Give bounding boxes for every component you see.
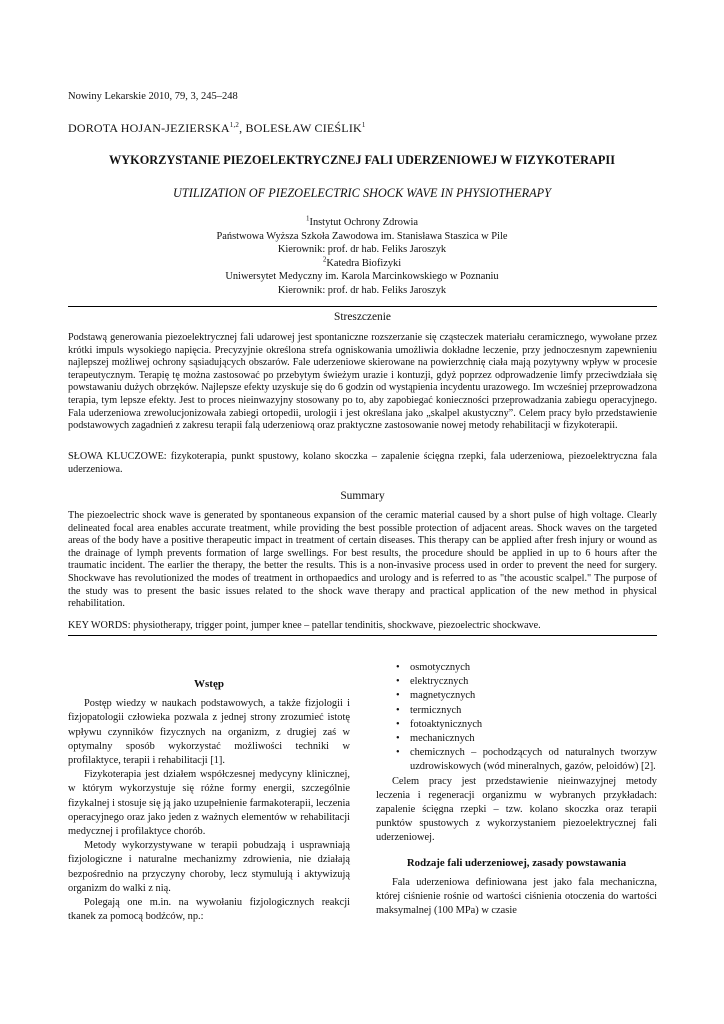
affiliation-line xyxy=(40,243,684,257)
streszczenie-keywords: SŁOWA KLUCZOWE: fizykoterapia, punkt spustowy, kolano skoczka – zapalenie ścięgna rzepki, fala uderzeniowa, piezoelektryczna fala uderzeniowa. xyxy=(68,451,657,475)
author-affiliation-mark: 1 xyxy=(361,121,366,129)
stimulus-list xyxy=(376,661,657,775)
author-separator: , xyxy=(239,121,246,135)
affiliation-text: Uniwersytet Medyczny im. Karola Marcinkowskiego w Poznaniu xyxy=(225,271,499,283)
author-name: DOROTA HOJAN-JEZIERSKA xyxy=(68,121,230,135)
affiliation-text: Kierownik: prof. dr hab. Feliks Jaroszyk xyxy=(277,284,447,296)
affiliation-text: Kierownik: prof. dr hab. Feliks Jaroszyk xyxy=(277,244,447,256)
body-paragraph: Celem pracy jest przedstawienie nieinwazyjnej metody leczenia i regeneracji organizmu w wybranych przykładach: zapalenie ścięgna rzepki – tzw. kolano skoczka oraz terapii punktów spustowych z wykorzystaniem piezoelektrycznej fali uderzeniowej. xyxy=(376,775,657,844)
section-divider xyxy=(68,306,657,307)
wstep-heading: Wstęp xyxy=(194,678,224,690)
body-paragraph: Fala uderzeniowa definiowana jest jako fala mechaniczna, której ciśnienie rośnie od wartości ciśnienia otoczenia do wartości maksymalnej (100 MPa) w czasie xyxy=(376,876,657,917)
affiliation-line xyxy=(40,216,684,230)
rodzaje-heading: Rodzaje fali uderzeniowej, zasady powstawania xyxy=(406,856,627,869)
affiliation-line xyxy=(40,284,684,298)
affiliation-text: Państwowa Wyższa Szkoła Zawodowa im. Stanisława Staszica w Pile xyxy=(216,230,508,242)
streszczenie-heading: Streszczenie xyxy=(334,311,391,323)
journal-citation: Nowiny Lekarskie 2010, 79, 3, 245–248 xyxy=(68,91,238,102)
affiliation-text: Instytut Ochrony Zdrowia xyxy=(309,217,418,228)
affiliation-mark: 2 xyxy=(322,255,327,264)
right-column xyxy=(376,661,657,918)
author-affiliation-mark: 1,2 xyxy=(229,121,240,129)
article-title-english: UTILIZATION OF PIEZOELECTRIC SHOCK WAVE IN PHYSIOTHERAPY xyxy=(173,186,551,200)
body-paragraph: Postęp wiedzy w naukach podstawowych, a także fizjologii i fizjopatologii człowieka pozwala z jednej strony zrozumieć istotę wpływu czynników fizycznych na organizm, z drugiej zaś w optymalny sposób wykorzystać możliwości techniki w profilaktyce, terapii i rehabilitacji [1]. xyxy=(68,698,350,767)
author-line xyxy=(68,121,366,136)
section-divider xyxy=(68,635,657,636)
summary-text: The piezoelectric shock wave is generated by spontaneous expansion of the ceramic material caused by a short pulse of high voltage. Clearly delineated focal area enables accurate treatment, while providing the best possible protection of adjacent areas. Shock waves on the targeted areas of the body have a positive therapeutic impact in treatment of certain diseases. This therapy can be applied after fresh injury or wound as the drainage of lymph prevents formation of large swellings. For best results, the procedure should be applied in up to 6 hours after the traumatic incident. The earlier the therapy, the better the results. This is a non-invasive process used in order to prevent the need for surgery. Shockwave has revolutionized the modes of treatment in orthopaedics and urology and is referred to as "the acoustic scalpel." The purpose of the study was to present the basic issues related to the shock wave therapy and practical application of the new method in physical rehabilitation. xyxy=(68,510,657,610)
article-title: WYKORZYSTANIE PIEZOELEKTRYCZNEJ FALI UDERZENIOWEJ W FIZYKOTERAPII xyxy=(109,153,615,167)
list-item: • osmotycznych xyxy=(376,661,657,675)
list-item: • termicznych xyxy=(376,704,657,718)
affiliation-mark: 1 xyxy=(305,214,310,223)
list-item: • fotoaktynicznych xyxy=(376,718,657,732)
streszczenie-text: Podstawą generowania piezoelektrycznej fali udarowej jest spontaniczne rozszerzanie się cząsteczek materiału ceramicznego, wywołane przez krótki impuls wysokiego napięcia. Precyzyjnie określona strefa ogniskowania umożliwia dokładne leczenie, przy jednoczesnym zapewnieniu najlepszej możliwej ochrony sąsiadujących obszarów. Fale uderzeniowe skierowane na powierzchnię ciała mają pozytywny wpływ w procesie terapeutycznym. Terapię tę można zastosować po przebytym świeżym urazie i kontuzji, gdyż poprzez odprowadzenie limfy przeciwdziała się powstawaniu dużych obrzęków. Najlepsze efekty uzyskuje się do 6 godzin od wystąpienia incydentu urazowego. Im wcześniej przeprowadzona terapia, tym lepsze efekty. Jest to proces nieinwazyjny stosowany po to, aby zapobiegać konieczności przeprowadzania zabiegu operacyjnego. Fala uderzeniowa zrewolucjonizowała zabiegi ortopedii, urologii i jest określana jako „skalpel akustyczny”. Celem pracy było przedstawienie podstawowych zagadnień z zakresu terapii falą uderzeniową oraz praktyczne zastosowanie nowej metody rehabilitacji w fizykoterapii. xyxy=(68,332,657,432)
left-column xyxy=(68,665,350,924)
affiliation-text: Katedra Biofizyki xyxy=(326,257,402,269)
list-item: • magnetycznych xyxy=(376,689,657,703)
list-item: • chemicznych – pochodzących od naturalnych tworzyw uzdrowiskowych (wód mineralnych, gazów, peloidów) [2]. xyxy=(376,746,657,774)
body-paragraph: Metody wykorzystywane w terapii pobudzają i usprawniają fizjologiczne i naturalne mechanizmy zdrowienia, nie działają bezpośrednio na przyczyny choroby, lecz stymulują i aktywizują organizm do walki z nią. xyxy=(68,840,350,894)
body-paragraph: Fizykoterapia jest działem współczesnej medycyny klinicznej, w którym wykorzystuje się różne formy energii, szczególnie fizykalnej i stosuje się ją jako uzupełnienie farmakoterapii, leczenia operacyjnego oraz jako jeden z ważnych elementów w rehabilitacji medycznej i profilaktyce chorób. xyxy=(68,769,350,838)
summary-heading: Summary xyxy=(340,490,385,502)
affiliation-line xyxy=(40,270,684,284)
list-item: • mechanicznych xyxy=(376,732,657,746)
list-item: • elektrycznych xyxy=(376,675,657,689)
summary-keywords: KEY WORDS: physiotherapy, trigger point, jumper knee – patellar tendinitis, shockwave, piezoelectric shockwave. xyxy=(68,620,541,631)
affiliation-line xyxy=(40,257,684,271)
affiliation-line xyxy=(40,230,684,244)
affiliations xyxy=(40,216,684,298)
author-name: BOLESŁAW CIEŚLIK xyxy=(245,121,362,135)
body-paragraph: Polegają one m.in. na wywołaniu fizjologicznych reakcji tkanek za pomocą bodźców, np.: xyxy=(68,897,350,923)
